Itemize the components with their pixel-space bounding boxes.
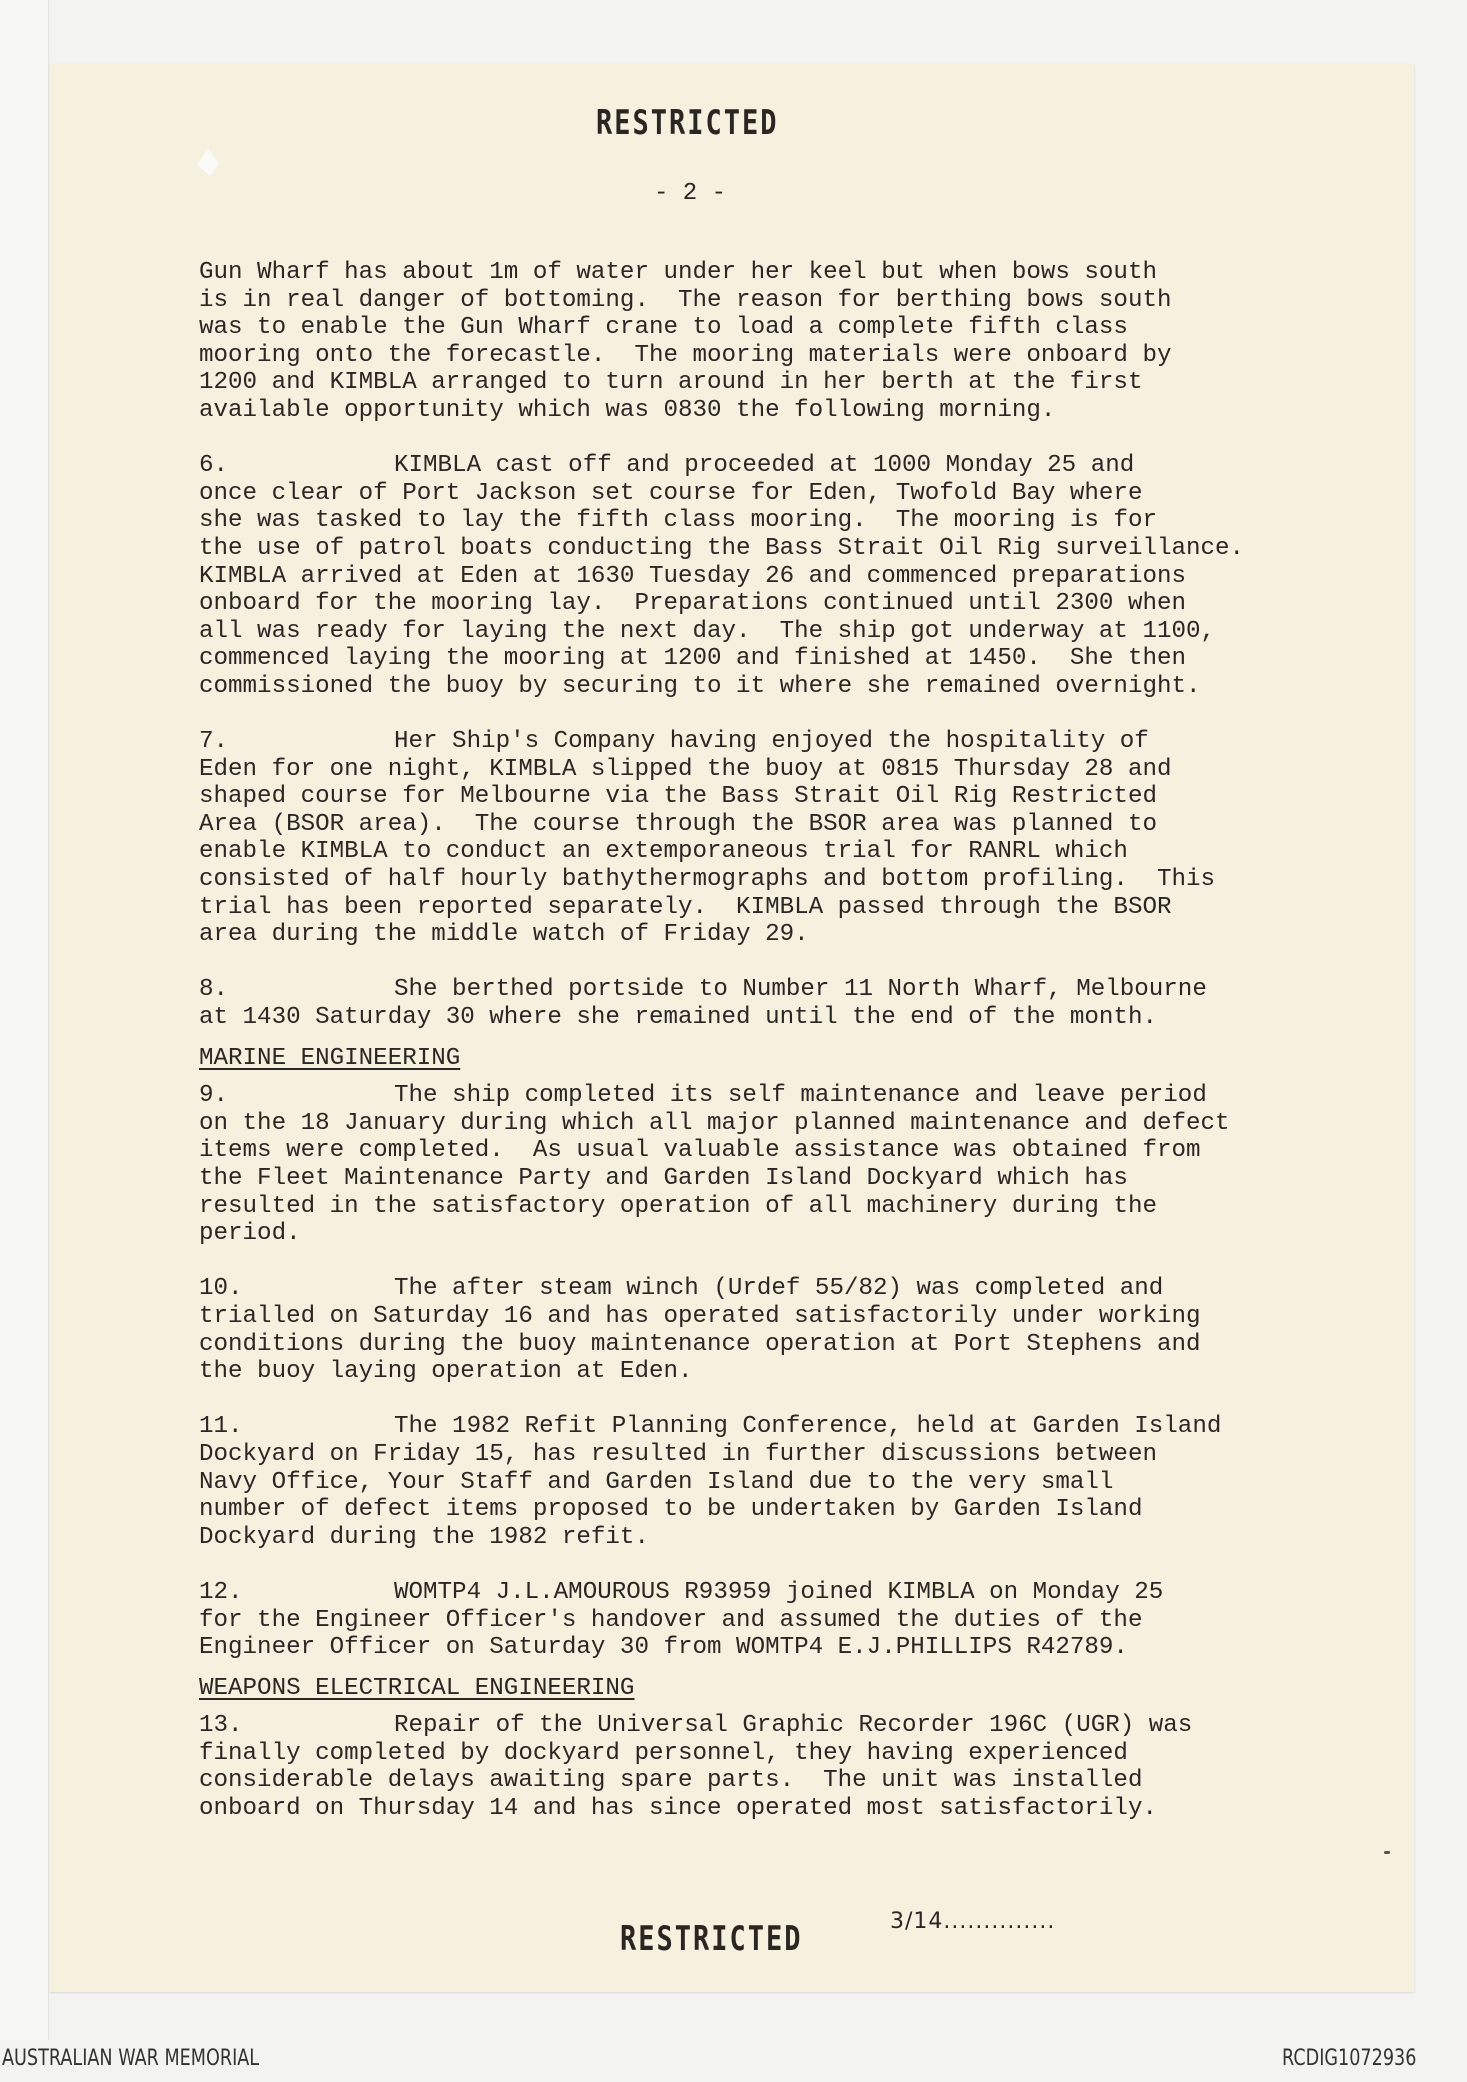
paragraph-first-line: She berthed portside to Number 11 North Wharf, Melbourne xyxy=(394,976,1207,1004)
paragraph-number: 13. xyxy=(199,1712,243,1740)
section-heading-weapons-electrical-engineering: WEAPONS ELECTRICAL ENGINEERING xyxy=(199,1674,635,1702)
next-page-reference: 3/14.............. xyxy=(890,1909,1056,1934)
paragraph-first-line: The after steam winch (Urdef 55/82) was completed and xyxy=(394,1275,1164,1303)
ink-speck xyxy=(1384,1851,1390,1854)
section-heading-marine-engineering: MARINE ENGINEERING xyxy=(199,1044,461,1072)
paragraph-number: 6. xyxy=(199,452,229,480)
paragraph-8 xyxy=(199,976,1399,1031)
page-number: - 2 - xyxy=(654,180,727,207)
scan-margin xyxy=(0,0,49,2040)
paragraph-number: 11. xyxy=(199,1413,243,1441)
paragraph-first-line: KIMBLA cast off and proceeded at 1000 Monday 25 and xyxy=(394,452,1135,480)
paragraph-first-line: Her Ship's Company having enjoyed the hospitality of xyxy=(394,728,1149,756)
paragraph-text: trialled on Saturday 16 and has operated satisfactorily under working conditions during the buoy maintenance operation at Port Stephens and the buoy laying operation at Eden. xyxy=(199,1302,1201,1386)
paragraph-6 xyxy=(199,452,1399,700)
paragraph-12 xyxy=(199,1579,1399,1662)
archive-reference-id: RCDIG1072936 xyxy=(1282,2046,1417,2071)
paragraph-number: 8. xyxy=(199,976,229,1004)
paragraph-text: at 1430 Saturday 30 where she remained until the end of the month. xyxy=(199,1004,1157,1032)
document-body xyxy=(199,259,1399,1850)
paragraph-number: 7. xyxy=(199,728,229,756)
paragraph-first-line: The 1982 Refit Planning Conference, held at Garden Island xyxy=(394,1413,1222,1441)
paragraph-first-line: WOMTP4 J.L.AMOUROUS R93959 joined KIMBLA on Monday 25 xyxy=(394,1578,1164,1606)
paragraph-7 xyxy=(199,728,1399,949)
classification-stamp-bottom: RESTRICTED xyxy=(620,1920,803,1959)
paragraph-first-line: Repair of the Universal Graphic Recorder 196C (UGR) was xyxy=(394,1712,1193,1740)
paragraph-text: Dockyard on Friday 15, has resulted in further discussions between Navy Office, Your Staff and Garden Island due to the very small number of defect items proposed to be undertaken by Garden Island Dockyard during the 1982 refit. xyxy=(199,1440,1157,1551)
paragraph-9 xyxy=(199,1082,1399,1248)
archive-name: AUSTRALIAN WAR MEMORIAL xyxy=(2,2046,260,2071)
paragraph-text: finally completed by dockyard personnel, they having experienced considerable delays awaiting spare parts. The unit was installed onboard on Thursday 14 and has since operated most satisfactorily. xyxy=(199,1739,1157,1823)
paragraph-text: once clear of Port Jackson set course for Eden, Twofold Bay where she was tasked to lay the fifth class mooring. The mooring is for the use of patrol boats conducting the Bass Strait Oil Rig surveillance. KIMBLA arrived at Eden at 1630 Tuesday 26 and commenced preparations onboard for the mooring lay. Preparations continued until 2300 when all was ready for laying the next day. The ship got underway at 1100, commenced laying the mooring at 1200 and finished at 1450. She then commissioned the buoy by securing to it where she remained overnight. xyxy=(199,479,1245,700)
paragraph-number: 10. xyxy=(199,1275,243,1303)
paragraph-number: 9. xyxy=(199,1082,229,1110)
paragraph-text: Eden for one night, KIMBLA slipped the buoy at 0815 Thursday 28 and shaped course for Melbourne via the Bass Strait Oil Rig Restricted Area (BSOR area). The course through the BSOR area was planned to enable KIMBLA to conduct an extemporaneous trial for RANRL which consisted of half hourly bathythermographs and bottom profiling. This trial has been reported separately. KIMBLA passed through the BSOR area during the middle watch of Friday 29. xyxy=(199,755,1216,949)
paragraph-11 xyxy=(199,1413,1399,1551)
paragraph-13 xyxy=(199,1712,1399,1822)
paragraph-10 xyxy=(199,1275,1399,1385)
paragraph-number: 12. xyxy=(199,1578,243,1606)
paragraph-5-continued: Gun Wharf has about 1m of water under her keel but when bows south is in real danger of bottoming. The reason for berthing bows south was to enable the Gun Wharf crane to load a complete fifth class mooring onto the forecastle. The mooring materials were onboard by 1200 and KIMBLA arranged to turn around in her berth at the first available opportunity which was 0830 the following morning. xyxy=(199,259,1172,424)
paragraph-text: on the 18 January during which all major planned maintenance and defect items were completed. As usual valuable assistance was obtained from the Fleet Maintenance Party and Garden Island Dockyard which has resulted in the satisfactory operation of all machinery during the period. xyxy=(199,1109,1230,1248)
paragraph-text: for the Engineer Officer's handover and assumed the duties of the Engineer Officer on Saturday 30 from WOMTP4 E.J.PHILLIPS R42789. xyxy=(199,1606,1143,1662)
classification-stamp-top: RESTRICTED xyxy=(596,104,779,143)
paragraph-first-line: The ship completed its self maintenance and leave period xyxy=(394,1082,1207,1110)
